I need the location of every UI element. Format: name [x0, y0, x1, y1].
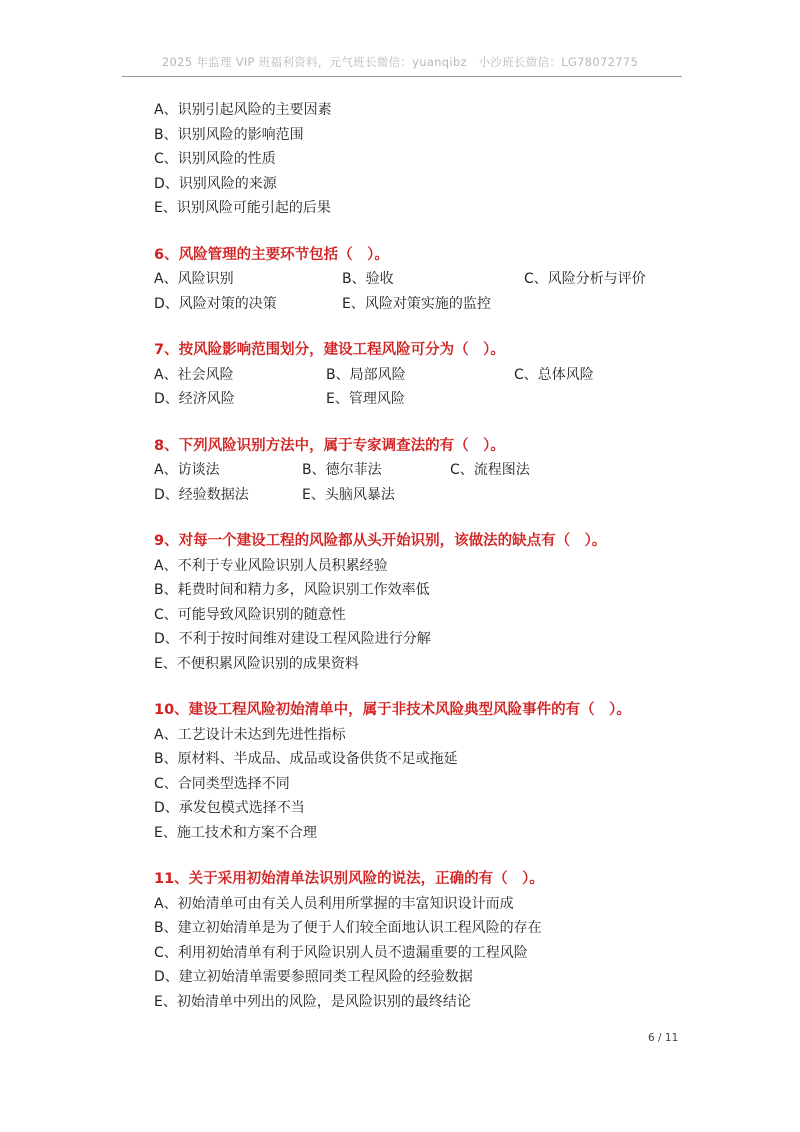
option-6a: A、风险识别	[154, 271, 234, 287]
option-9a: A、不利于专业风险识别人员积累经验	[154, 557, 388, 574]
option-8a: A、访谈法	[154, 462, 220, 478]
option-9d: D、不利于按时间维对建设工程风险进行分解	[154, 631, 431, 647]
option-6c: C、风险分析与评价	[524, 271, 646, 287]
question-7-title: 7、按风险影响范围划分，建设工程风险可分为（ ）。	[154, 342, 505, 358]
question-6-title: 6、风险管理的主要环节包括（ ）。	[154, 246, 389, 263]
option-7a: A、社会风险	[154, 366, 234, 383]
question-5-options	[154, 98, 714, 221]
option-5b: B、识别风险的影响范围	[154, 126, 304, 143]
option-5d: D、识别风险的来源	[154, 175, 277, 192]
option-5a: A、识别引起风险的主要因素	[154, 102, 332, 118]
question-7-row-2	[154, 387, 714, 412]
header-divider	[122, 76, 682, 77]
question-10	[154, 698, 714, 845]
option-9b: B、耗费时间和精力多，风险识别工作效率低	[154, 582, 430, 598]
question-9	[154, 529, 714, 676]
option-11c: C、利用初始清单有利于风险识别人员不遗漏重要的工程风险	[154, 944, 528, 961]
page-header-watermark: 2025 年监理 VIP 班福利资料，元气班长微信：yuanqibz 小沙班长微信：LG78072775	[161, 55, 639, 69]
option-5c: C、识别风险的性质	[154, 151, 276, 167]
option-6d: D、风险对策的决策	[154, 295, 277, 312]
option-8c: C、流程图法	[450, 462, 530, 478]
question-8	[154, 434, 714, 508]
question-6-row-2	[154, 292, 714, 317]
option-11b: B、建立初始清单是为了便于人们较全面地认识工程风险的存在	[154, 920, 542, 936]
question-6	[154, 243, 714, 317]
question-8-title: 8、下列风险识别方法中，属于专家调查法的有（ ）。	[154, 437, 505, 454]
option-9c: C、可能导致风险识别的随意性	[154, 606, 346, 623]
option-10b: B、原材料、半成品、成品或设备供货不足或拖延	[154, 751, 458, 767]
question-8-row-1	[154, 458, 714, 483]
option-11e: E、初始清单中列出的风险，是风险识别的最终结论	[154, 993, 471, 1010]
question-7-row-1	[154, 363, 714, 388]
option-11a: A、初始清单可由有关人员利用所掌握的丰富知识设计而成	[154, 895, 514, 912]
option-10d: D、承发包模式选择不当	[154, 800, 305, 816]
question-7	[154, 338, 714, 412]
option-7b: B、局部风险	[326, 366, 406, 383]
option-10e: E、施工技术和方案不合理	[154, 824, 317, 841]
question-10-title: 10、建设工程风险初始清单中，属于非技术风险典型风险事件的有（ ）。	[154, 702, 631, 718]
question-9-title: 9、对每一个建设工程的风险都从头开始识别，该做法的缺点有（ ）。	[154, 533, 607, 549]
question-11	[154, 867, 714, 1014]
option-11d: D、建立初始清单需要参照同类工程风险的经验数据	[154, 969, 473, 985]
option-10a: A、工艺设计未达到先进性指标	[154, 726, 346, 743]
option-5e: E、识别风险可能引起的后果	[154, 200, 331, 216]
option-7d: D、经济风险	[154, 391, 235, 407]
question-8-row-2	[154, 483, 714, 508]
option-7c: C、总体风险	[514, 366, 594, 383]
option-6b: B、验收	[342, 271, 394, 287]
option-8d: D、经验数据法	[154, 486, 249, 503]
option-9e: E、不便积累风险识别的成果资料	[154, 655, 359, 672]
option-10c: C、合同类型选择不同	[154, 775, 290, 792]
option-7e: E、管理风险	[326, 391, 405, 407]
question-11-title: 11、关于采用初始清单法识别风险的说法，正确的有（ ）。	[154, 871, 544, 887]
page-number: 6 / 11	[648, 1032, 679, 1044]
option-6e: E、风险对策实施的监控	[342, 295, 491, 312]
document-body	[154, 98, 714, 1014]
option-8e: E、头脑风暴法	[302, 486, 395, 503]
question-6-row-1	[154, 267, 714, 292]
option-8b: B、德尔菲法	[302, 462, 382, 478]
